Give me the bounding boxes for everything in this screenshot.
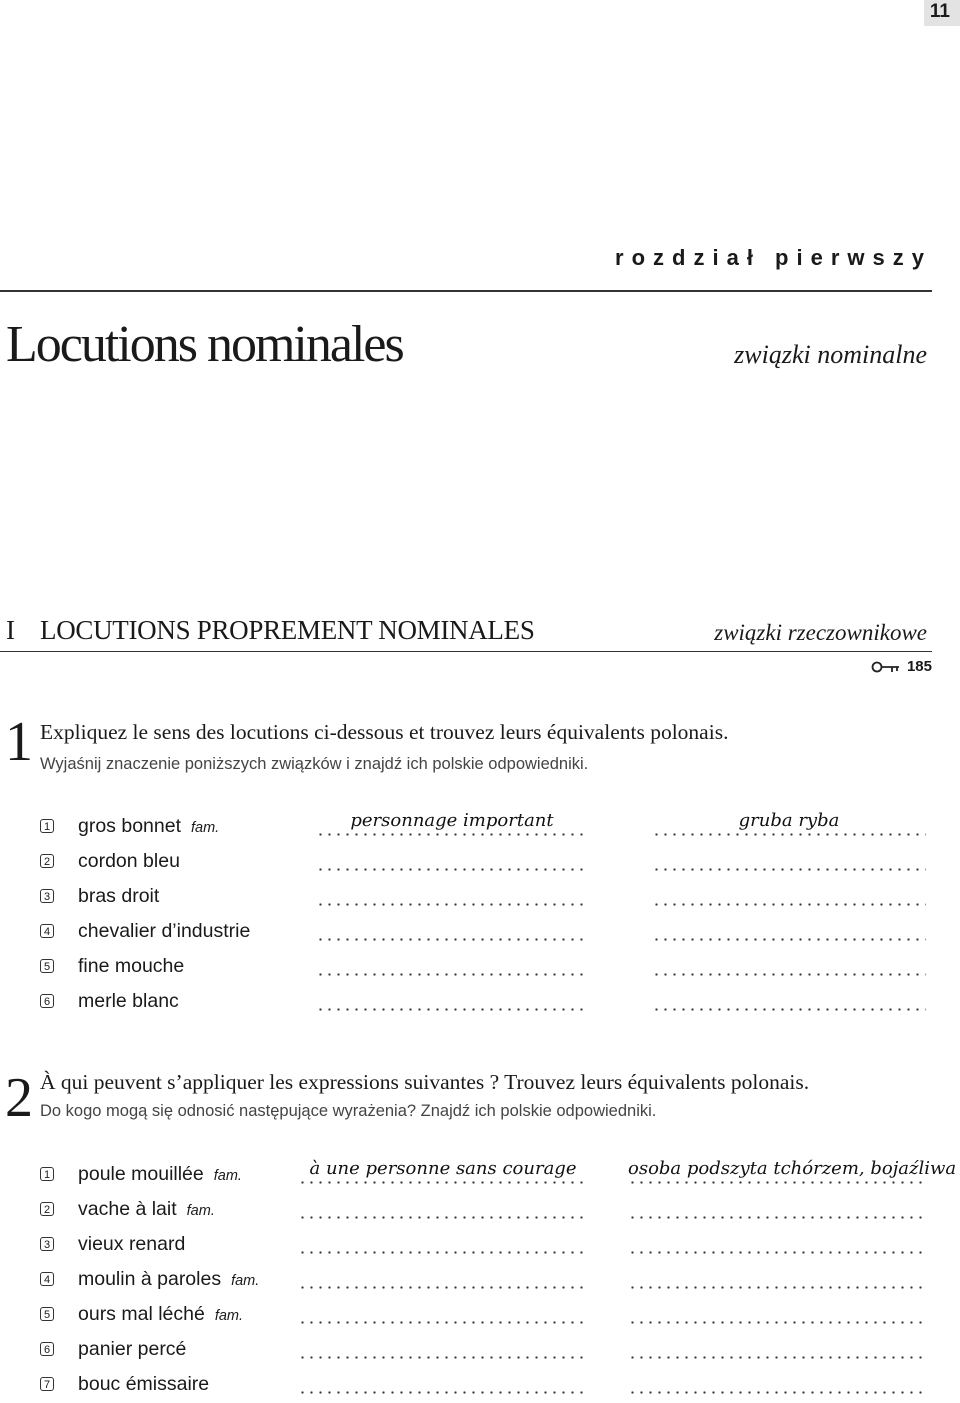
expression-term [78,1336,186,1362]
answer-blank-fr[interactable] [298,1391,588,1394]
expression-term [78,1266,259,1294]
answer-blank-fr[interactable] [298,1321,588,1324]
item-number: 5 [40,959,54,973]
answer-blank-fr[interactable] [316,868,588,871]
register-note: fam. [214,1308,244,1324]
list-item [0,916,960,950]
expression-text: bras droit [78,885,160,907]
expression-text: merle blanc [78,990,179,1012]
list-item [0,986,960,1020]
answer-blank-fr[interactable] [316,973,588,976]
expression-text: cordon bleu [78,850,180,872]
expression-text: chevalier d’industrie [78,920,251,942]
page-title: Locutions nominales [6,316,403,373]
answer-blank-pl[interactable] [652,973,926,976]
answer-blank-fr[interactable] [316,938,588,941]
expression-term [78,1371,209,1397]
answer-blank-pl[interactable] [652,868,926,871]
answer-blank-pl[interactable] [652,833,926,836]
handwritten-answer-fr: à une personne sans courage [309,1158,577,1179]
section-divider [0,651,932,652]
expression-text: fine mouche [78,955,185,977]
expression-text: moulin à paroles [78,1268,222,1290]
answer-key-page: 185 [906,658,932,675]
expression-text: vache à lait [78,1198,177,1220]
answer-blank-pl[interactable] [628,1321,926,1324]
exercise-2-instruction-fr: À qui peuvent s’appliquer les expressions suivantes ? Trouvez leurs équivalents polonais. [40,1070,810,1094]
list-item [0,1159,960,1193]
expression-term [78,1301,243,1329]
list-item [0,951,960,985]
list-item [0,1264,960,1298]
expression-text: bouc émissaire [78,1373,210,1395]
expression-text: vieux renard [78,1233,186,1255]
answer-blank-fr[interactable] [298,1356,588,1359]
register-note: fam. [191,820,220,836]
item-number: 6 [40,1342,54,1356]
expression-term [78,1196,215,1224]
answer-blank-pl[interactable] [628,1391,926,1394]
item-number: 5 [40,1307,54,1321]
handwritten-answer-pl: gruba ryba [738,810,840,831]
expression-text: ours mal léché [78,1303,205,1325]
list-item [0,1194,960,1228]
answer-blank-fr[interactable] [298,1286,588,1289]
section-title: LOCUTIONS PROPREMENT NOMINALES [40,615,535,645]
item-number: 2 [40,854,54,868]
chapter-divider [0,290,932,292]
page-number: 11 [929,1,950,22]
item-number: 4 [40,1272,54,1286]
expression-term [78,1161,242,1189]
section-heading [6,612,535,648]
expression-text: panier percé [78,1338,187,1360]
item-number: 3 [40,889,54,903]
answer-blank-pl[interactable] [628,1286,926,1289]
item-number: 3 [40,1237,54,1251]
exercise-2-number: 2 [5,1067,33,1129]
expression-term [78,848,180,874]
expression-term [78,988,179,1014]
answer-blank-pl[interactable] [628,1251,926,1254]
chapter-label: rozdział pierwszy [615,245,932,270]
expression-text: gros bonnet [78,815,181,837]
item-number: 6 [40,994,54,1008]
key-icon [871,660,901,674]
answer-blank-fr[interactable] [316,833,588,836]
answer-blank-fr[interactable] [298,1181,588,1184]
exercise-1-instruction-pl: Wyjaśnij znaczenie poniższych związków i znajdź ich polskie odpowiedniki. [40,755,589,773]
list-item [0,846,960,880]
answer-blank-pl[interactable] [628,1356,926,1359]
list-item [0,1369,960,1403]
item-number: 4 [40,924,54,938]
register-note: fam. [213,1168,242,1184]
answer-blank-pl[interactable] [628,1216,926,1219]
answer-blank-fr[interactable] [298,1216,588,1219]
item-number: 1 [40,1167,54,1181]
item-number: 7 [40,1377,54,1391]
register-note: fam. [231,1273,260,1289]
list-item [0,1299,960,1333]
section-roman-numeral: I [6,615,15,645]
list-item [0,811,960,845]
handwritten-answer-pl: osoba podszyta tchórzem, bojaźliwa [628,1158,957,1179]
expression-term [78,883,159,909]
handwritten-answer-fr: personnage important [350,810,554,831]
item-number: 1 [40,819,54,833]
answer-blank-fr[interactable] [298,1251,588,1254]
answer-key-reference [871,657,932,677]
answer-blank-pl[interactable] [628,1181,926,1184]
answer-blank-fr[interactable] [316,903,588,906]
list-item [0,1229,960,1263]
expression-term [78,813,219,841]
answer-blank-fr[interactable] [316,1008,588,1011]
expression-text: poule mouillée [78,1163,204,1185]
answer-blank-pl[interactable] [652,938,926,941]
answer-blank-pl[interactable] [652,1008,926,1011]
section-subtitle: związki rzeczownikowe [714,620,927,645]
expression-term [78,1231,185,1257]
answer-blank-pl[interactable] [652,903,926,906]
item-number: 2 [40,1202,54,1216]
list-item [0,1334,960,1368]
expression-term [78,953,184,979]
page-subtitle: związki nominalne [734,340,927,369]
exercise-1-instruction-fr: Expliquez le sens des locutions ci-dessous et trouvez leurs équivalents polonais. [40,720,729,744]
exercise-2-instruction-pl: Do kogo mogą się odnosić następujące wyrażenia? Znajdź ich polskie odpowiedniki. [40,1102,657,1120]
exercise-1-number: 1 [5,711,33,773]
list-item [0,881,960,915]
expression-term [78,918,250,944]
register-note: fam. [186,1203,215,1219]
